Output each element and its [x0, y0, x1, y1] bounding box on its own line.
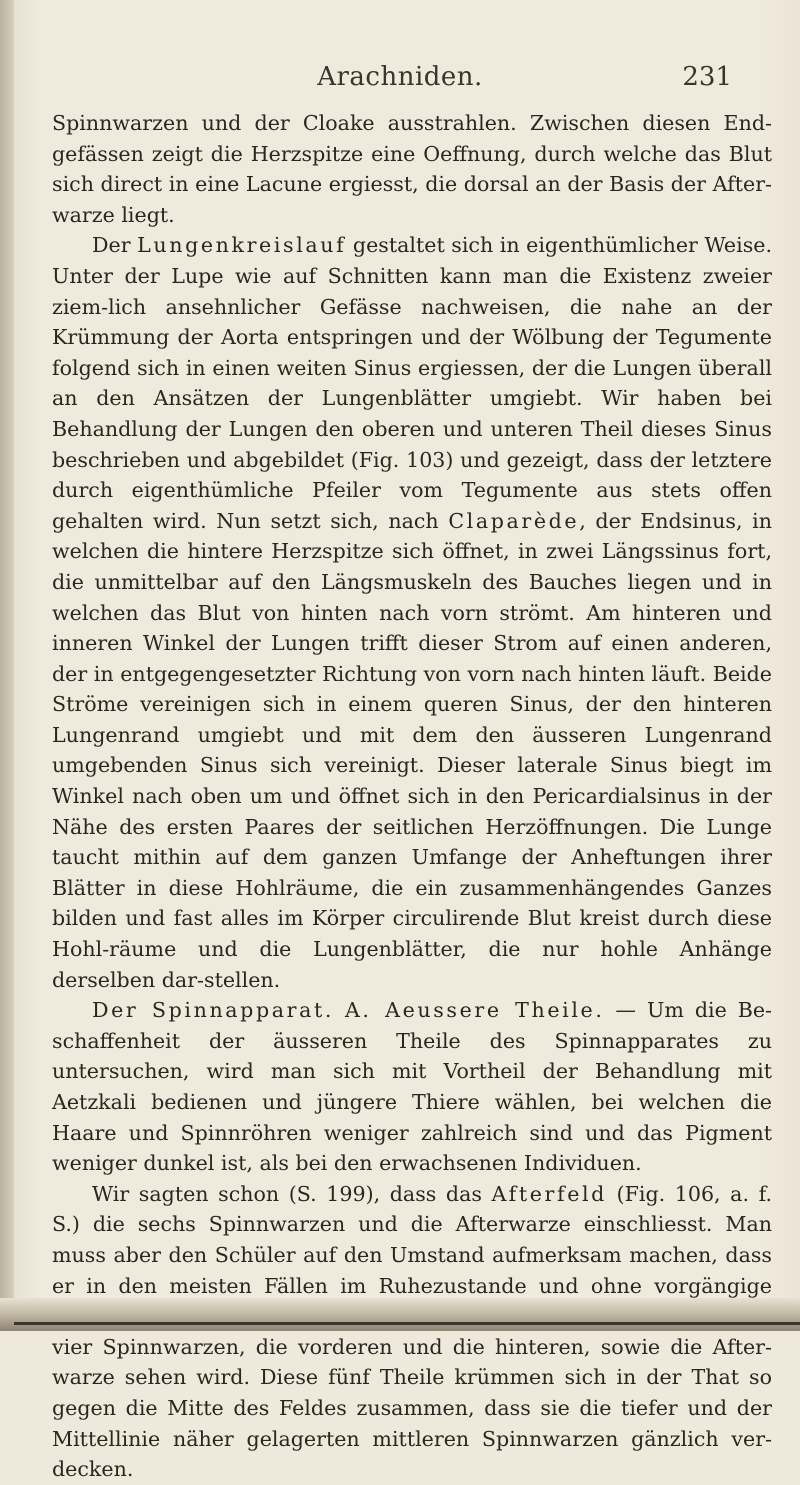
paragraph-4 [52, 1179, 772, 1485]
page-header [0, 62, 800, 102]
term-lungenkreislauf: Lungenkreislauf [137, 233, 347, 258]
paragraph-1 [52, 108, 772, 230]
paragraph-2 [52, 230, 772, 995]
paragraph-2-text-continued: , der Endsinus, in welchen die hintere Herzspitze sich öffnet, in zwei Längssinus fort, die unmittelbar auf den Längsmuskeln des Bauches liegen und in welchen das Blut von hinten nach vorn strömt. Am hinteren und inneren Winkel der Lungen trifft dieser Strom auf einen anderen, der in entgegengesetzter Richtung von vorn nach hinten läuft. Beide Ströme vereinigen sich in einem queren Sinus, der den hinteren Lungenrand umgiebt und mit dem den äusseren Lungenrand umgebenden Sinus sich vereinigt. Dieser laterale Sinus biegt im Winkel nach oben um und öffnet sich in den Pericardialsinus in der Nähe des ersten Paares der seitlichen Herzöffnungen. Die Lunge taucht mithin auf dem ganzen Umfange der Anheftungen ihrer Blätter in diese Hohlräume, die ein zusammenhängendes Ganzes bilden und fast alles im Körper circulirende Blut kreist durch diese Hohl-räume und die Lungenblätter, die nur hohle Anhänge derselben dar-stellen. [52, 508, 772, 992]
author-claparede: Claparède [448, 508, 580, 533]
term-afterfeld: Afterfeld [491, 1181, 607, 1206]
section-heading-spinnapparat: Der Spinnapparat. [92, 998, 334, 1023]
paragraph-4-text: (Fig. 106, a. f. S.) die sechs Spinnwarzen und die Afterwarze einschliesst. Man muss aber den Schüler auf den Umstand aufmerksam machen, dass er in den meisten Fällen im Ruhezustande und ohne vorgängige vier Spinnwarzen, die vorderen und die hinteren, sowie die After-warze sehen wird. Diese fünf Theile krümmen sich in der That so gegen die Mitte des Feldes zusammen, dass sie die tiefer und der Mittellinie näher gelagerten mittleren Spinnwarzen gänzlich ver-decken. [52, 1181, 773, 1482]
paragraph-3 [52, 995, 772, 1179]
paragraph-2-pre: Der [92, 233, 138, 258]
page-gutter [0, 0, 14, 1331]
paragraph-4-pre: Wir sagten schon (S. 199), dass das [92, 1181, 492, 1206]
running-title: Arachniden. [317, 62, 483, 92]
body-text [52, 108, 772, 1485]
page-bottom-edge [0, 1298, 800, 1331]
paragraph-3-text: — Um die Be-schaffenheit der äusseren Theile des Spinnapparates zu untersuchen, wird man sich mit Vortheil der Behandlung mit Aetzkali bedienen und jüngere Thiere wählen, bei welchen die Haare und Spinnröhren weniger zahlreich sind und das Pigment weniger dunkel ist, als bei den erwachsenen Individuen. [52, 998, 773, 1176]
paragraph-2-text: gestaltet sich in eigenthümlicher Weise. Unter der Lupe wie auf Schnitten kann man die Existenz zweier ziem-lich ansehnlicher Gefässe nachweisen, die nahe an der Krümmung der Aorta entspringen und der Wölbung der Tegumente folgend sich in einen weiten Sinus ergiessen, der die Lungen überall an den Ansätzen der Lungenblätter umgiebt. Wir haben bei Behandlung der Lungen den oberen und unteren Theil dieses Sinus beschrieben und abgebildet (Fig. 103) und gezeigt, dass der letztere durch eigenthümliche Pfeiler vom Tegumente aus stets offen gehalten wird. Nun setzt sich, nach [52, 233, 773, 533]
page-bottom-line [14, 1322, 800, 1325]
paragraph-1-text: Spinnwarzen und der Cloake ausstrahlen. Zwischen diesen End-gefässen zeigt die Herzspitze eine Oeffnung, durch welche das Blut sich direct in eine Lacune ergiesst, die dorsal an der Basis der After-warze liegt. [52, 111, 772, 227]
subsection-heading-aeussere-theile: A. Aeussere Theile. [344, 998, 605, 1023]
page-number: 231 [682, 62, 732, 92]
